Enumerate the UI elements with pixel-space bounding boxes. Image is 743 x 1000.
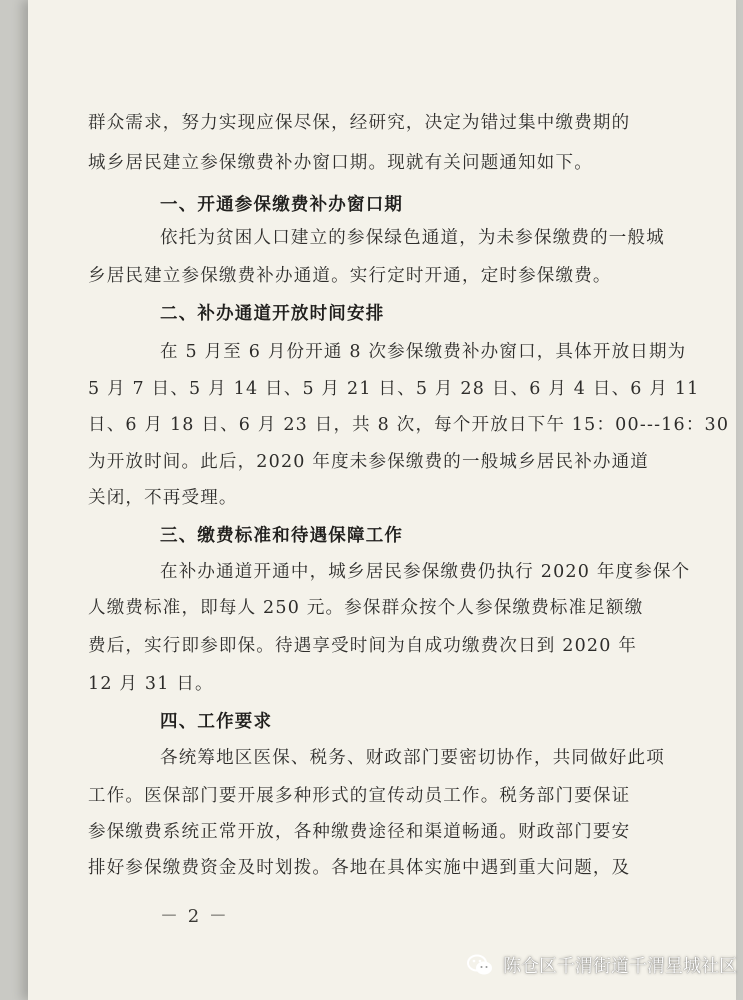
text-line: 12 月 31 日。 — [88, 674, 214, 694]
text-line: 群众需求，努力实现应保尽保，经研究，决定为错过集中缴费期的 — [88, 113, 631, 133]
text-line: 工作。医保部门要开展多种形式的宣传动员工作。税务部门要保证 — [88, 786, 631, 806]
text-line: 日、6 月 18 日、6 月 23 日，共 8 次，每个开放日下午 15：00---16：30 — [88, 415, 730, 435]
text-line: 在补办通道开通中，城乡居民参保缴费仍执行 2020 年度参保个 — [160, 562, 691, 582]
text-line: 各统筹地区医保、税务、财政部门要密切协作，共同做好此项 — [160, 748, 665, 768]
section-heading-2: 二、补办通道开放时间安排 — [160, 304, 385, 324]
text-line: 排好参保缴费资金及时划拨。各地在具体实施中遇到重大问题，及 — [88, 858, 631, 878]
text-line: 参保缴费系统正常开放，各种缴费途径和渠道畅通。财政部门要安 — [88, 822, 631, 842]
document-page — [28, 0, 736, 1000]
page-number: － 2 － — [160, 906, 229, 927]
source-watermark — [465, 950, 737, 980]
text-line: 人缴费标准，即每人 250 元。参保群众按个人参保缴费标准足额缴 — [88, 598, 644, 618]
watermark-text: 陈仓区千渭街道千渭星城社区 — [503, 956, 737, 977]
text-line: 关闭，不再受理。 — [88, 488, 238, 508]
text-line: 费后，实行即参即保。待遇享受时间为自成功缴费次日到 2020 年 — [88, 636, 638, 656]
text-line: 城乡居民建立参保缴费补办窗口期。现就有关问题通知如下。 — [88, 153, 593, 173]
text-line: 5 月 7 日、5 月 14 日、5 月 21 日、5 月 28 日、6 月 4 日、6 月 11 — [88, 379, 700, 399]
section-heading-3: 三、缴费标准和待遇保障工作 — [160, 526, 404, 546]
text-line: 乡居民建立参保缴费补办通道。实行定时开通，定时参保缴费。 — [88, 266, 612, 286]
section-heading-4: 四、工作要求 — [160, 712, 273, 732]
text-line: 为开放时间。此后，2020 年度未参保缴费的一般城乡居民补办通道 — [88, 452, 649, 472]
section-heading-1: 一、开通参保缴费补办窗口期 — [160, 195, 404, 215]
text-line: 依托为贫困人口建立的参保绿色通道，为未参保缴费的一般城 — [160, 228, 665, 248]
text-line: 在 5 月至 6 月份开通 8 次参保缴费补办窗口，具体开放日期为 — [160, 342, 687, 362]
wechat-icon — [465, 950, 495, 980]
